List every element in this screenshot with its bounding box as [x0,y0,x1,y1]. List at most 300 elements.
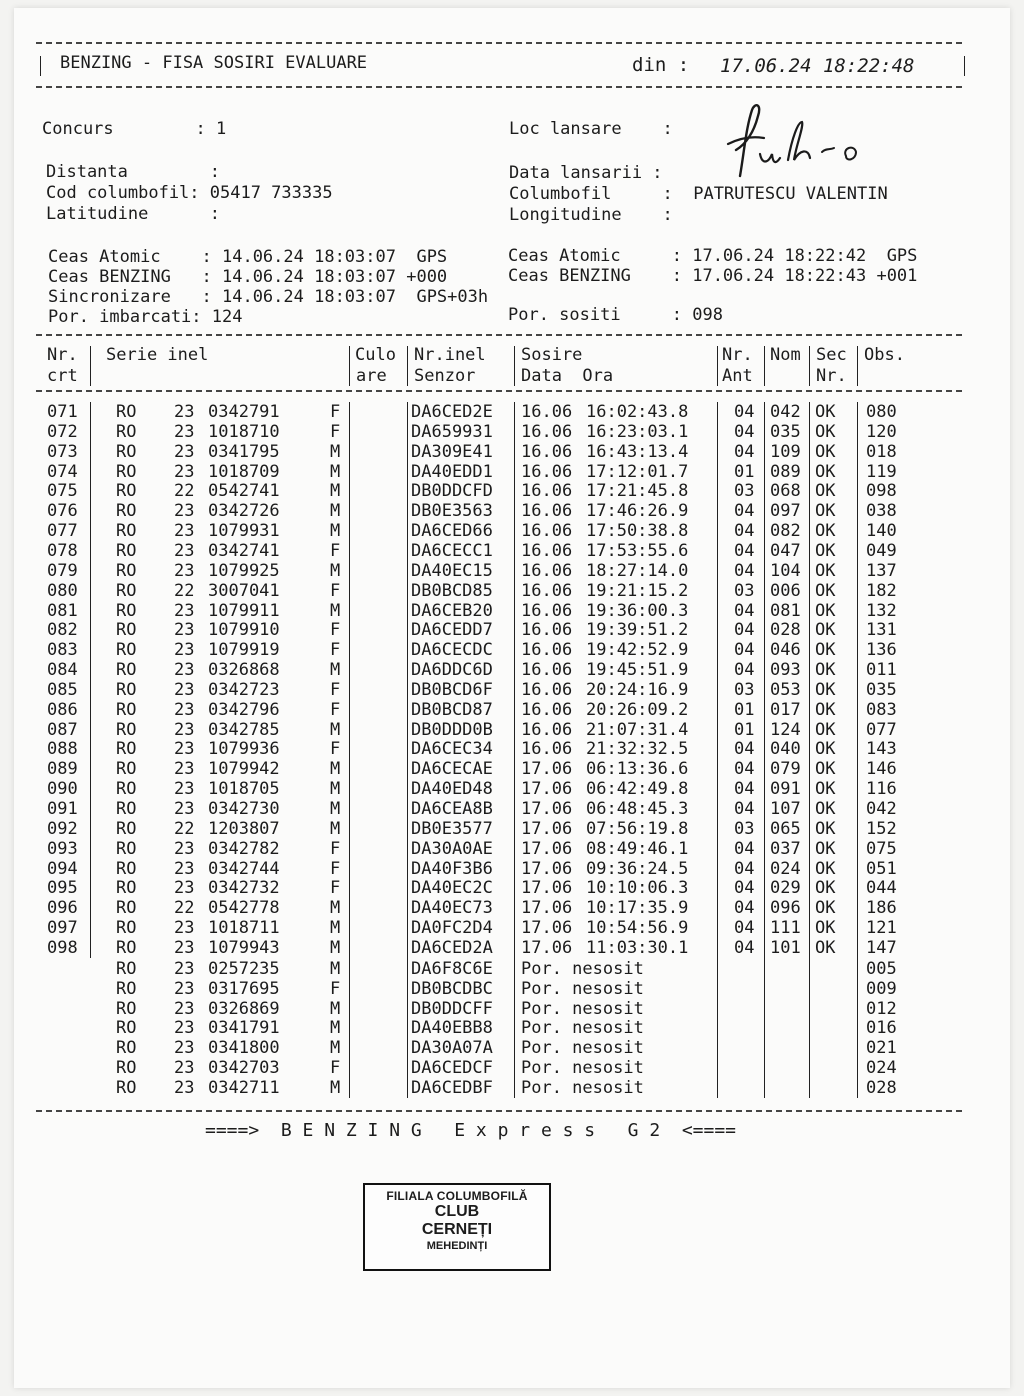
cell-an: 23 [174,799,195,819]
table-row [0,601,1024,621]
cell-senz: DA6CED2E [411,402,493,422]
missing-row [0,1058,1024,1078]
cell-nom: 042 [770,402,801,422]
table-row [0,898,1024,918]
cell-senz: DB0DDD0B [411,719,493,740]
cell-obs: 182 [866,580,897,601]
col-ant-header-2: Ant [722,366,753,386]
cell-ant: 01 [734,719,755,740]
cell-nom: 111 [770,918,801,939]
cell-inel: 1018710 [208,421,280,442]
cell-ora: 06:48:45.3 [586,799,689,819]
col-sec-header: Sec [816,345,847,365]
cell-ant: 04 [734,640,755,661]
cell-obs: 011 [866,660,897,681]
cell-ro: RO [116,501,137,522]
header-sep-nr [90,346,91,386]
cell-inel: 0342732 [208,878,280,899]
cell-obs: 049 [866,540,897,561]
cell-inel: 0342711 [208,1077,280,1098]
missing-row [0,999,1024,1019]
cell-senz: DB0DDCFF [411,998,493,1019]
cell-sex: F [330,1058,341,1079]
cell-obs: 132 [866,600,897,621]
cell-nom: 029 [770,878,801,899]
cell-senz: DA40F3B6 [411,858,493,879]
cell-inel: 0341795 [208,441,280,462]
cell-ro: RO [116,1038,137,1059]
cell-an: 23 [174,699,195,720]
cell-inel: 0341800 [208,1038,280,1059]
cell-obs: 098 [866,481,897,502]
cell-sex: F [330,739,341,760]
cell-ro: RO [116,739,137,760]
stamp-line-1: FILIALA COLUMBOFILĂ [386,1189,528,1203]
cell-status: Por. nesosit [521,978,644,999]
cell-senz: DA30A0AE [411,838,493,859]
cell-nr: 091 [47,799,78,819]
header-sep-sosire [717,346,718,386]
cell-inel: 1079942 [208,759,280,780]
cell-an: 22 [174,818,195,839]
cell-an: 23 [174,620,195,641]
columbofil-field: Columbofil : PATRUTESCU VALENTIN [509,184,888,204]
header-sep-ant [764,346,765,386]
cell-ora: 11:03:30.1 [586,937,689,958]
cell-sec: OK [815,918,836,939]
cell-ro: RO [116,719,137,740]
cell-inel: 0342741 [208,540,280,561]
cell-obs: 119 [866,461,897,482]
cell-nr: 084 [47,660,78,681]
cell-data: 17.06 [521,858,573,879]
cell-senz: DB0DDCFD [411,481,493,502]
cell-nom: 081 [770,600,801,621]
cell-ora: 17:50:38.8 [586,521,689,542]
cell-sex: F [330,580,341,601]
cell-senz: DA0FC2D4 [411,918,493,939]
divider-table-top [36,334,962,336]
cell-ro: RO [116,937,137,958]
cell-nr: 079 [47,560,78,581]
cell-nom: 124 [770,719,801,740]
cell-sex: M [330,1018,341,1039]
cell-nr: 078 [47,540,78,561]
cell-an: 23 [174,402,195,422]
cell-nom: 104 [770,560,801,581]
cell-sex: F [330,858,341,879]
cell-nr: 086 [47,699,78,720]
cell-nr: 085 [47,679,78,700]
cell-inel: 1079925 [208,560,280,581]
cell-senz: DA6CEDCF [411,1058,493,1079]
cell-inel: 0317695 [208,978,280,999]
cell-sec: OK [815,501,836,522]
cell-obs: 152 [866,818,897,839]
cell-sec: OK [815,898,836,919]
table-row [0,660,1024,680]
cell-ora: 18:27:14.0 [586,560,689,581]
cell-ro: RO [116,699,137,720]
cell-ro: RO [116,1077,137,1098]
cell-obs: 038 [866,501,897,522]
cell-nom: 006 [770,580,801,601]
col-senzor-header: Nr.inel [414,345,486,365]
cell-data: 16.06 [521,620,573,641]
cell-sex: M [330,998,341,1019]
cell-sex: F [330,679,341,700]
cell-ora: 08:49:46.1 [586,838,689,859]
cell-senz: DA40EC73 [411,898,493,919]
cell-nr: 093 [47,838,78,859]
cell-ant: 04 [734,739,755,760]
cell-ora: 19:36:00.3 [586,600,689,621]
cell-obs: 051 [866,858,897,879]
cell-sex: M [330,1038,341,1059]
cell-obs: 024 [866,1058,897,1079]
cell-ro: RO [116,660,137,681]
cell-nom: 040 [770,739,801,760]
cell-senz: DA6CED2A [411,937,493,958]
cell-ant: 04 [734,600,755,621]
cell-ro: RO [116,640,137,661]
cell-an: 23 [174,1018,195,1039]
cell-ant: 03 [734,818,755,839]
cell-sex: M [330,898,341,919]
cell-sex: M [330,481,341,502]
latitudine-field: Latitudine : [46,204,220,224]
divider-table-header [36,390,962,392]
cell-nr: 081 [47,600,78,621]
cell-nr: 089 [47,759,78,780]
cell-nom: 017 [770,699,801,720]
cell-sec: OK [815,540,836,561]
cell-sec: OK [815,640,836,661]
cell-data: 17.06 [521,818,573,839]
cell-senz: DA6CEC34 [411,739,493,760]
cell-inel: 0342782 [208,838,280,859]
cell-ro: RO [116,679,137,700]
cell-ora: 16:23:03.1 [586,421,689,442]
cell-an: 23 [174,719,195,740]
cell-an: 23 [174,918,195,939]
cell-sec: OK [815,620,836,641]
table-row [0,620,1024,640]
cell-nr: 071 [47,402,78,422]
cell-ant: 04 [734,620,755,641]
cell-data: 16.06 [521,560,573,581]
cell-ant: 04 [734,441,755,462]
cell-ora: 20:24:16.9 [586,679,689,700]
cell-sex: M [330,660,341,681]
ceas-atomic-end: Ceas Atomic : 17.06.24 18:22:42 GPS [508,246,918,266]
cell-senz: DA6CEB20 [411,600,493,621]
cell-data: 16.06 [521,660,573,681]
cell-ora: 09:36:24.5 [586,858,689,879]
cell-ant: 04 [734,540,755,561]
cell-sex: M [330,600,341,621]
cell-sex: M [330,759,341,780]
cell-sec: OK [815,818,836,839]
divider-header [36,86,962,88]
cell-sec: OK [815,739,836,760]
cell-data: 16.06 [521,600,573,621]
cell-an: 23 [174,660,195,681]
cell-ant: 04 [734,799,755,819]
cell-ro: RO [116,620,137,641]
cell-sex: M [330,818,341,839]
cell-nr: 072 [47,421,78,442]
cell-nr: 088 [47,739,78,760]
cell-ro: RO [116,978,137,999]
cell-an: 23 [174,501,195,522]
cell-nom: 068 [770,481,801,502]
table-row [0,521,1024,541]
report-title: BENZING - FISA SOSIRI EVALUARE [60,53,368,73]
cell-data: 16.06 [521,739,573,760]
cell-senz: DB0E3577 [411,818,493,839]
cell-obs: 136 [866,640,897,661]
cell-senz: DB0BCDBC [411,978,493,999]
cell-sec: OK [815,441,836,462]
footer-brand: ====> B E N Z I N G E x p r e s s G 2 <==== [205,1120,737,1141]
cell-data: 16.06 [521,679,573,700]
cell-obs: 009 [866,978,897,999]
cell-sec: OK [815,759,836,780]
table-row [0,581,1024,601]
cell-obs: 075 [866,838,897,859]
cell-inel: 1018709 [208,461,280,482]
cell-ant: 04 [734,918,755,939]
por-sositi: Por. sositi : 098 [508,305,723,325]
table-row [0,700,1024,720]
cell-nr: 087 [47,719,78,740]
cell-sex: F [330,978,341,999]
header-sep-culoare [407,346,408,386]
col-sosire-header-2: Data Ora [521,366,614,386]
cell-ant: 03 [734,580,755,601]
cell-nom: 089 [770,461,801,482]
cell-senz: DA40EC2C [411,878,493,899]
table-row [0,501,1024,521]
cell-ro: RO [116,560,137,581]
cell-data: 16.06 [521,699,573,720]
cell-an: 22 [174,898,195,919]
ceas-benzing-start: Ceas BENZING : 14.06.24 18:03:07 +000 [48,267,448,287]
cell-ro: RO [116,481,137,502]
cell-ro: RO [116,918,137,939]
cell-data: 17.06 [521,759,573,780]
table-row [0,720,1024,740]
cell-ro: RO [116,958,137,979]
cell-ant: 03 [734,481,755,502]
cell-senz: DA30A07A [411,1038,493,1059]
cell-data: 17.06 [521,779,573,800]
cell-ora: 19:45:51.9 [586,660,689,681]
cell-status: Por. nesosit [521,998,644,1019]
cell-sex: F [330,540,341,561]
cell-obs: 016 [866,1018,897,1039]
cell-an: 23 [174,838,195,859]
cell-status: Por. nesosit [521,958,644,979]
cell-sec: OK [815,679,836,700]
cell-obs: 044 [866,878,897,899]
cell-ora: 16:02:43.8 [586,402,689,422]
cell-ant: 04 [734,660,755,681]
cell-nr: 073 [47,441,78,462]
cell-senz: DA6CEDD7 [411,620,493,641]
cell-nr: 096 [47,898,78,919]
cell-nom: 028 [770,620,801,641]
cell-senz: DB0BCD87 [411,699,493,720]
cell-data: 16.06 [521,719,573,740]
cell-ant: 04 [734,898,755,919]
cell-ant: 04 [734,858,755,879]
sincronizare: Sincronizare : 14.06.24 18:03:07 GPS+03h [48,287,489,307]
cell-nom: 065 [770,818,801,839]
cell-senz: DA40ED48 [411,779,493,800]
cell-sex: M [330,560,341,581]
header-sep-nom [809,346,810,386]
cell-sex: M [330,461,341,482]
cell-ro: RO [116,779,137,800]
cell-ro: RO [116,759,137,780]
cell-inel: 0326868 [208,660,280,681]
cell-sex: F [330,640,341,661]
cell-data: 17.06 [521,799,573,819]
longitudine-field: Longitudine : [509,205,673,225]
cell-sex: F [330,402,341,422]
cell-senz: DB0BCD6F [411,679,493,700]
col-culoare-header-2: are [356,366,387,386]
cell-senz: DA6F8C6E [411,958,493,979]
cell-ro: RO [116,799,137,819]
cell-nr: 095 [47,878,78,899]
cell-sex: F [330,878,341,899]
col-sosire-header: Sosire [521,345,583,365]
cell-ora: 17:21:45.8 [586,481,689,502]
cell-obs: 116 [866,779,897,800]
cell-nom: 109 [770,441,801,462]
cell-ant: 03 [734,679,755,700]
cell-data: 16.06 [521,461,573,482]
signature-icon [722,98,872,188]
col-culoare-header: Culo [355,345,396,365]
cell-nr: 082 [47,620,78,641]
cell-ora: 07:56:19.8 [586,818,689,839]
cell-obs: 137 [866,560,897,581]
cell-ora: 10:10:06.3 [586,878,689,899]
report-datetime: 17.06.24 18:22:48 [720,55,915,77]
divider-table-bottom [36,1110,962,1112]
cell-ro: RO [116,402,137,422]
cell-an: 22 [174,481,195,502]
cell-sec: OK [815,461,836,482]
cell-an: 23 [174,679,195,700]
distanta-field: Distanta : [46,162,220,182]
cell-ro: RO [116,441,137,462]
cell-sec: OK [815,402,836,422]
cell-nr: 077 [47,521,78,542]
cell-obs: 035 [866,679,897,700]
cell-obs: 018 [866,441,897,462]
cell-data: 17.06 [521,878,573,899]
cell-obs: 012 [866,998,897,1019]
cell-nr: 076 [47,501,78,522]
data-lansarii-field: Data lansarii : [509,163,663,183]
cell-an: 23 [174,1038,195,1059]
cell-an: 23 [174,560,195,581]
col-nr-header: Nr. [47,345,78,365]
cell-inel: 1079911 [208,600,280,621]
cell-an: 23 [174,421,195,442]
table-row [0,859,1024,879]
table-row [0,759,1024,779]
table-row [0,561,1024,581]
cell-an: 23 [174,1077,195,1098]
cell-status: Por. nesosit [521,1058,644,1079]
cell-obs: 147 [866,937,897,958]
cell-obs: 005 [866,958,897,979]
table-row [0,819,1024,839]
table-row [0,839,1024,859]
header-sep-serie [349,346,350,386]
cell-an: 23 [174,1058,195,1079]
cell-sex: M [330,1077,341,1098]
cell-inel: 1079936 [208,739,280,760]
cell-sex: M [330,501,341,522]
table-row [0,442,1024,462]
cell-ro: RO [116,878,137,899]
cod-columbofil-field: Cod columbofil: 05417 733335 [46,183,333,203]
cell-data: 16.06 [521,521,573,542]
table-row [0,799,1024,819]
cell-obs: 120 [866,421,897,442]
cell-inel: 1018711 [208,918,280,939]
cell-ro: RO [116,1018,137,1039]
cell-inel: 0257235 [208,958,280,979]
por-imbarcati: Por. imbarcati: 124 [48,307,243,327]
cell-an: 23 [174,998,195,1019]
cell-an: 23 [174,441,195,462]
col-crt-header: crt [47,366,78,386]
cell-ro: RO [116,898,137,919]
cell-nom: 037 [770,838,801,859]
cell-ora: 19:39:51.2 [586,620,689,641]
col-sec-header-2: Nr. [816,366,847,386]
cell-inel: 0342726 [208,501,280,522]
col-serie-header: Serie inel [106,345,209,365]
cell-ora: 10:54:56.9 [586,918,689,939]
cell-ant: 01 [734,699,755,720]
cell-data: 16.06 [521,421,573,442]
cell-nr: 092 [47,818,78,839]
cell-sec: OK [815,838,836,859]
cell-nom: 079 [770,759,801,780]
header-sep-senzor [514,346,515,386]
cell-nom: 091 [770,779,801,800]
cell-obs: 143 [866,739,897,760]
cell-ro: RO [116,580,137,601]
cell-ora: 17:53:55.6 [586,540,689,561]
missing-row [0,1018,1024,1038]
cell-data: 16.06 [521,481,573,502]
col-obs-header: Obs. [864,345,905,365]
cell-obs: 186 [866,898,897,919]
cell-ro: RO [116,1058,137,1079]
header-bar-right [964,56,965,76]
cell-an: 23 [174,958,195,979]
